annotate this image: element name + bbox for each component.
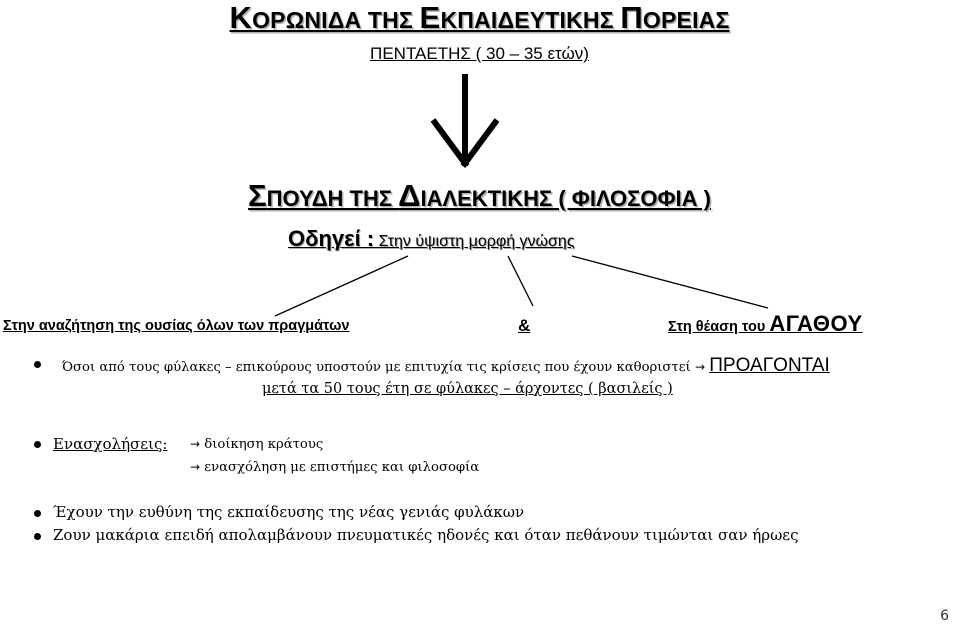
dialectic-title: [0, 178, 959, 214]
guide-text: Στην ύψιστη μορφή γνώσης: [378, 233, 575, 250]
occupation-item-1-text: διοίκηση κράτους: [204, 437, 324, 452]
branch-left-text: Στην αναζήτηση της ουσίας όλων των πραγμάτων: [3, 318, 350, 334]
right-arrow-icon: →: [694, 360, 705, 374]
bullet-dot: [34, 510, 41, 517]
bullet1-line2: μετά τα 50 τους έτη σε φύλακες – άρχοντες ( βασιλείς ): [262, 381, 673, 397]
guide-label: Οδηγεί :: [288, 226, 375, 251]
occupations-label-text: Ενασχολήσεις:: [53, 435, 168, 453]
bullet1-text: Όσοι από τους φύλακες – επικούρους υποστούν με επιτυχία τις κρίσεις που έχουν καθοριστεί: [62, 360, 691, 375]
dialectic-part-2: ΙΑΛΕΚΤΙΚΗΣ ( ΦΙΛΟΣΟΦΙΑ ): [420, 186, 711, 211]
occupation-item-2-text: ενασχόληση με επιστήμες και φιλοσοφία: [204, 460, 480, 475]
title-part-2: ΚΠΑΙΔΕΥΤΙΚΗΣ: [440, 7, 621, 33]
occupation-item-2: [190, 460, 479, 475]
title-part-1: ΟΡΩΝΙΔΑ ΤΗΣ: [252, 7, 420, 33]
occupation-item-1: [190, 437, 323, 452]
dialectic-initial-s: Σ: [248, 178, 267, 213]
ampersand: &: [518, 316, 531, 335]
bullet1-line1: [62, 355, 830, 377]
bullet3-text: Έχουν την ευθύνη της εκπαίδευσης της νέας γενιάς φυλάκων: [53, 503, 525, 521]
title-initial-k: Κ: [229, 0, 253, 35]
dialectic-initial-d: Δ: [398, 178, 421, 213]
right-arrow-icon: →: [190, 437, 201, 451]
main-title: [0, 0, 959, 36]
page-number: 6: [940, 608, 949, 624]
branch-right-prefix: Στη θέαση του: [668, 319, 766, 335]
bullet-dot: [34, 533, 41, 540]
guide-line: [288, 226, 575, 252]
title-part-3: ΟΡΕΙΑΣ: [642, 7, 730, 33]
title-initial-e: Ε: [419, 0, 441, 35]
down-arrow-icon: [425, 72, 505, 172]
right-arrow-icon: →: [190, 460, 201, 474]
agathou-text: ΑΓΑΘΟΥ: [769, 311, 863, 336]
title-initial-p: Π: [620, 0, 643, 35]
duration-subtitle: ΠΕΝΤΑΕΤΗΣ ( 30 – 35 ετών): [370, 44, 589, 63]
bullet4-text: Ζουν μακάρια επειδή απολαμβάνουν πνευματικές ηδονές και όταν πεθάνουν τιμώνται σαν ήρωες: [53, 526, 799, 544]
bullet-dot: [34, 441, 41, 448]
occupations-label: [53, 435, 167, 453]
branch-right: [668, 311, 863, 337]
bullet-dot: [34, 361, 41, 368]
proagontai-text: ΠΡΟΑΓΟΝΤΑΙ: [709, 355, 830, 376]
dialectic-part-1: ΠΟΥΔΗ ΤΗΣ: [266, 186, 399, 211]
